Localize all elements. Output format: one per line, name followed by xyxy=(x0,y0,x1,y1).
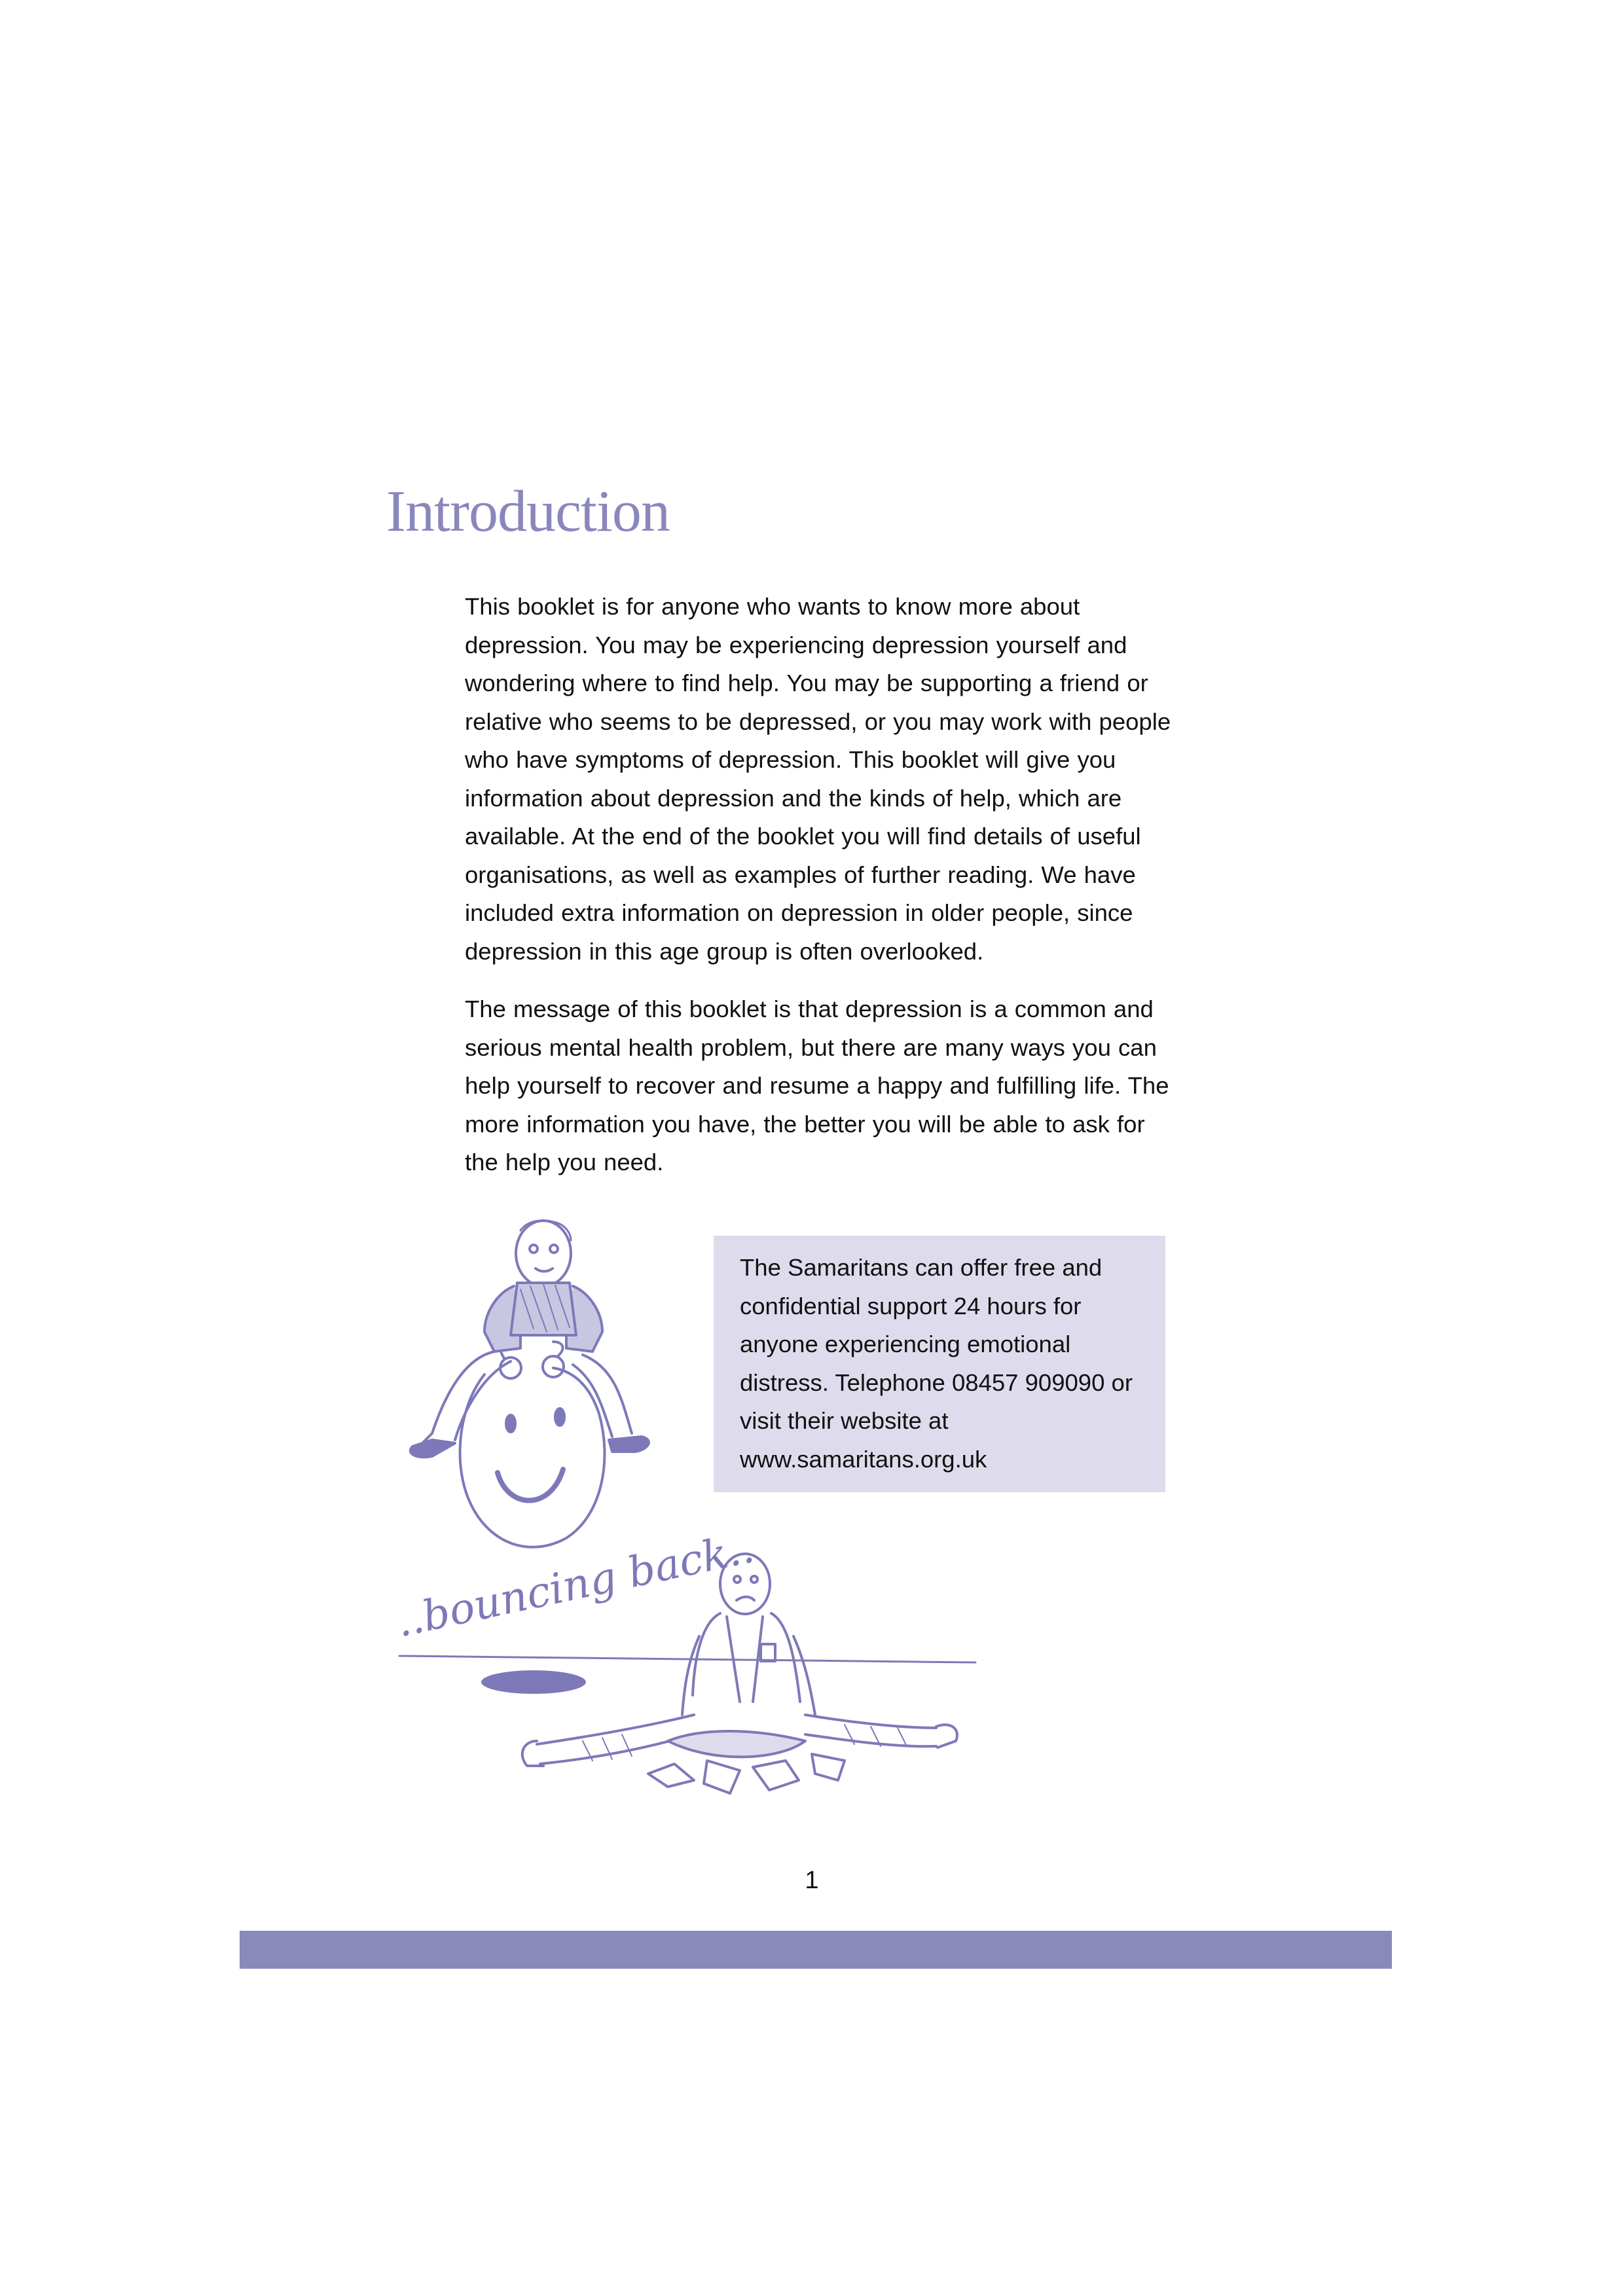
page-number: 1 xyxy=(805,1867,819,1894)
samaritans-callout xyxy=(714,1236,1165,1492)
illustration-caption: ..bouncing back.. xyxy=(392,1524,759,1647)
body-text xyxy=(465,588,1178,1202)
intro-paragraph-2: The message of this booklet is that depression is a common and serious mental health problem, but there are many ways you can help yourself to recover and resume a happy and fulfilling life. The more information you have, the better you will be able to ask for the help you need. xyxy=(465,996,1169,1175)
page-title: Introduction xyxy=(386,479,670,544)
callout-text: The Samaritans can offer free and confidential support 24 hours for anyone experiencing emotional distress. Telephone 08457 909090 or visit their website at www.samaritans.org.uk xyxy=(740,1254,1133,1473)
footer-bar xyxy=(240,1931,1392,1969)
intro-paragraph-1: This booklet is for anyone who wants to know more about depression. You may be experiencing depression yourself and wondering where to find help. You may be supporting a friend or relative who seems to be depressed, or you may work with people who have symptoms of depression. This booklet will give you information about depression and the kinds of help, which are available. At the end of the booklet you will find details of useful organisations, as well as examples of further reading. We have included extra information on depression in older people, since depression in this age group is often overlooked. xyxy=(465,593,1171,965)
